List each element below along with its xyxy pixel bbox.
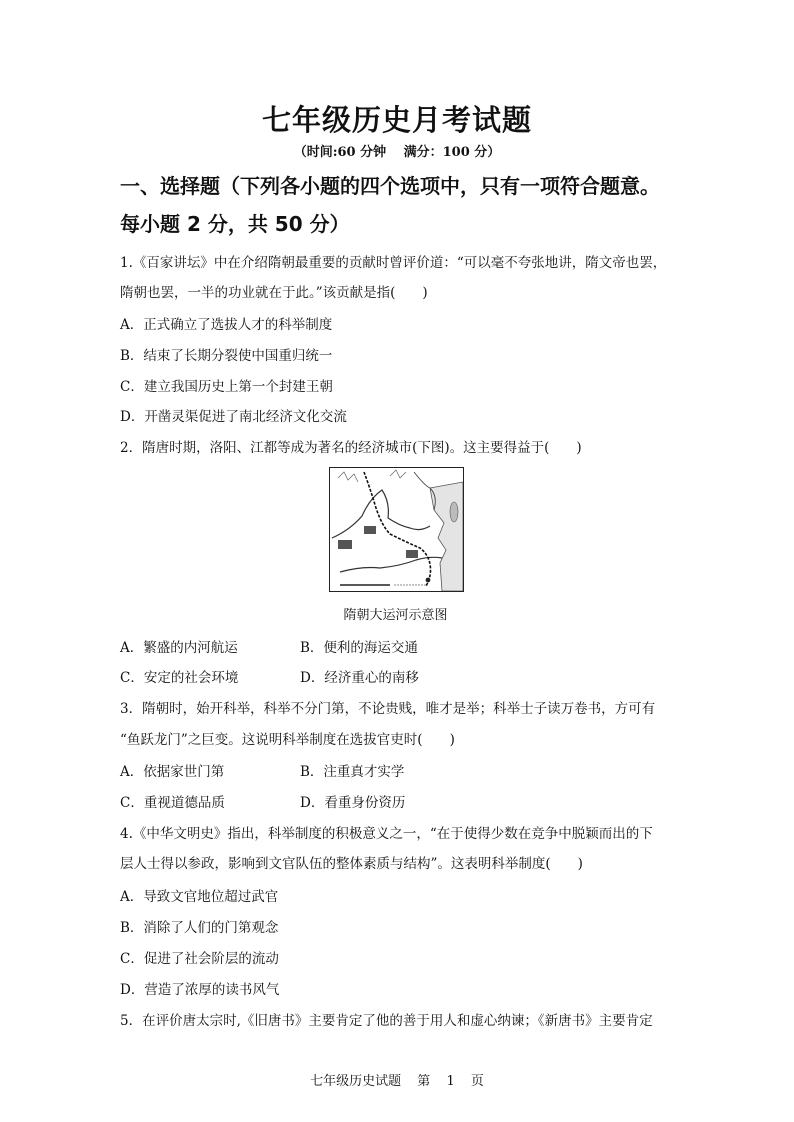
footer-page-suffix: 页 [470,1074,484,1089]
question-4-option-c: C．促进了社会阶层的流动 [120,951,279,967]
section-heading-line2: 每小题 2 分，共 50 分） [120,212,350,236]
question-5-stem-line1: 5．在评价唐太宗时,《旧唐书》主要肯定了他的善于用人和虚心纳谏；《新唐书》主要肯定 [120,1013,653,1029]
question-4-option-b: B．消除了人们的门第观念 [120,920,279,936]
footer-page-prefix: 第 [417,1074,431,1089]
question-2-option-a: A．繁盛的内河航运 [120,640,238,656]
map-caption: 隋朝大运河示意图 [343,608,448,623]
question-2-option-c: C．安定的社会环境 [120,670,239,686]
question-3-stem-line1: 3．隋朝时，始开科举，科举不分门第，不论贵贱，唯才是举；科举士子读万卷书，方可有 [120,701,656,717]
question-2-option-b: B．便利的海运交通 [300,640,418,656]
question-3-option-a: A．依据家世门第 [120,764,225,780]
question-3-option-d: D．看重身份资历 [300,795,406,811]
question-3-stem-line2: “鱼跃龙门”之巨变。这说明科举制度在选拔官吏时( ) [120,732,455,748]
question-3-option-c: C．重视道德品质 [120,795,225,811]
question-1-stem-line1: 1.《百家讲坛》中在介绍隋朝最重要的贡献时曾评价道：“可以毫不夸张地讲，隋文帝也罢， [120,255,667,271]
question-4-option-a: A．导致文官地位超过武官 [120,889,279,905]
page-footer [0,1070,794,1089]
question-1-stem-line2: 隋朝也罢，一半的功业就在于此。”该贡献是指( ) [120,285,428,301]
question-4-option-d: D．营造了浓厚的读书风气 [120,982,280,998]
question-1-option-b: B．结束了长期分裂使中国重归统一 [120,348,333,364]
question-2-option-d: D．经济重心的南移 [300,670,419,686]
question-2-stem-line1: 2．隋唐时期，洛阳、江都等成为著名的经济城市(下图)。这主要得益于( ) [120,440,582,456]
section-heading-line1: 一、选择题（下列各小题的四个选项中，只有一项符合题意。 [120,174,660,198]
question-3-option-b: B．注重真才实学 [300,764,405,780]
question-4-stem-line1: 4.《中华文明史》指出，科举制度的积极意义之一，“在于使得少数在竞争中脱颖而出的下 [120,826,653,842]
footer-exam-name: 七年级历史试题 [310,1074,402,1089]
question-1-option-d: D．开凿灵渠促进了南北经济文化交流 [120,409,347,425]
question-1-option-c: C．建立我国历史上第一个封建王朝 [120,379,333,395]
exam-info: （时间:60 分钟 满分：100 分） [293,145,501,160]
page-title: 七年级历史月考试题 [261,103,532,137]
question-1-option-a: A．正式确立了选拔人才的科举制度 [120,317,333,333]
map-illustration [330,468,463,591]
question-4-stem-line2: 层人士得以参政，影响到文官队伍的整体素质与结构”。这表明科举制度( ) [120,856,583,872]
footer-page-number: 1 [446,1074,455,1089]
grand-canal-map [329,467,464,592]
